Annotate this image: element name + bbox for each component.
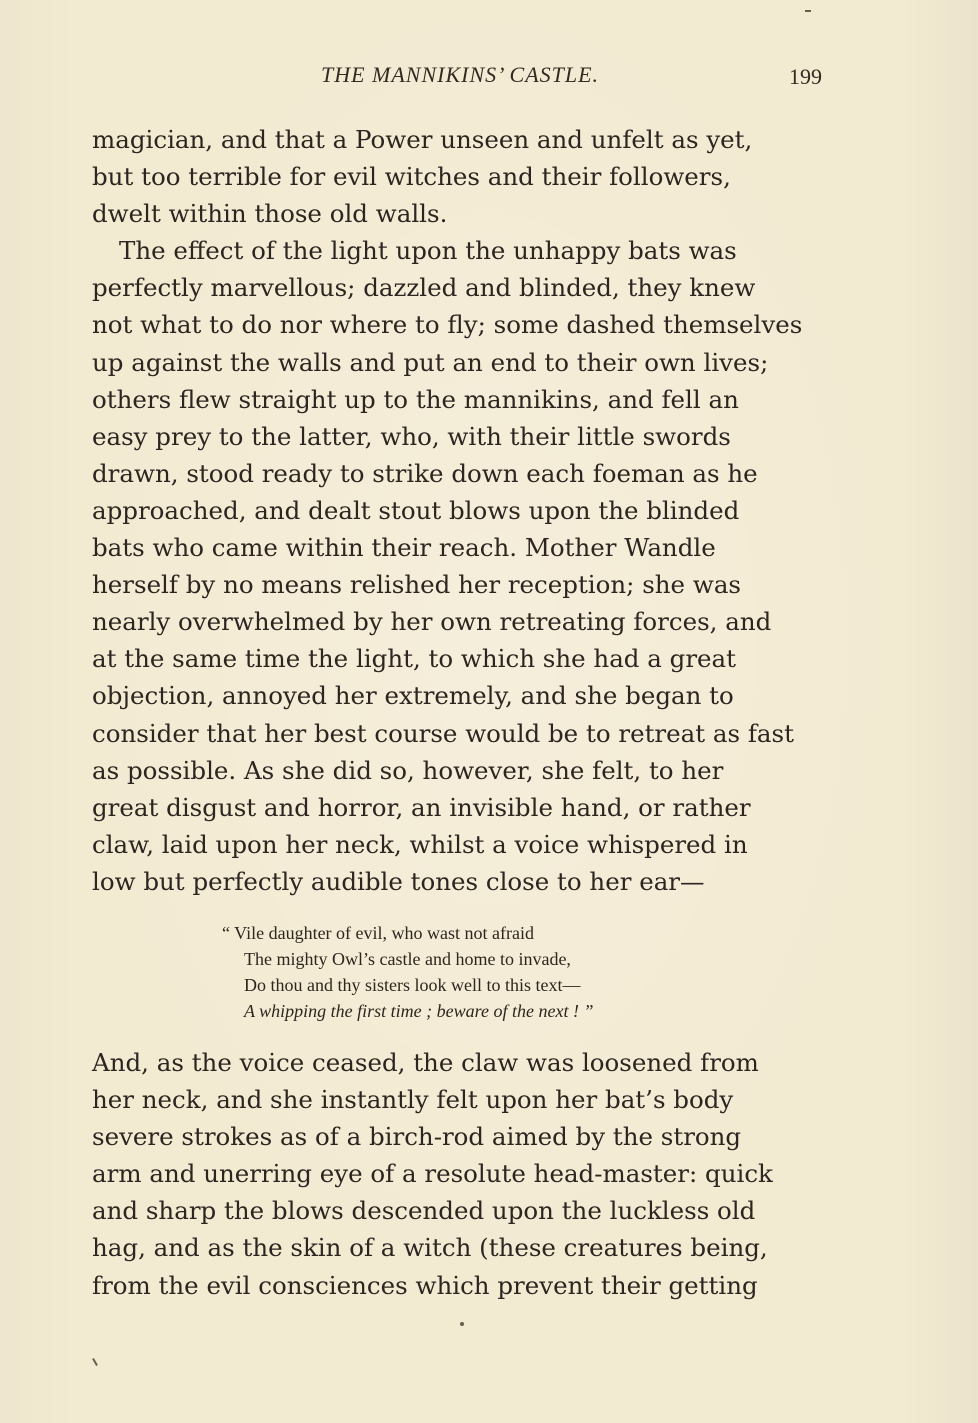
paragraph-line-1: magician, and that a Power unseen and unfelt as yet, bbox=[92, 125, 753, 154]
paragraph-line-13: herself by no means relished her reception; she was bbox=[92, 570, 741, 600]
poem-line-1: “ Vile daughter of evil, who wast not afraid bbox=[222, 923, 534, 943]
paragraph-line-2: but too terrible for evil witches and their followers, bbox=[92, 162, 731, 192]
poem-line-3: Do thou and thy sisters look well to this text— bbox=[244, 975, 581, 995]
paragraph-line-20: claw, laid upon her neck, whilst a voice whispered in bbox=[92, 829, 748, 859]
continuation-text bbox=[92, 1044, 828, 1304]
poem-line-4: A whipping the first time ; beware of the next ! ” bbox=[244, 1001, 594, 1021]
paragraph-line-12: bats who came within their reach. Mother Wandle bbox=[92, 533, 716, 563]
paragraph-line-16: objection, annoyed her extremely, and she began to bbox=[92, 681, 734, 711]
continuation-line-5: and sharp the blows descended upon the luckless old bbox=[92, 1196, 756, 1226]
body-text bbox=[92, 121, 828, 900]
print-mark-dot bbox=[460, 1322, 464, 1326]
running-head: THE MANNIKINS’ CASTLE. bbox=[320, 62, 600, 87]
continuation-line-4: arm and unerring eye of a resolute head-master: quick bbox=[92, 1159, 773, 1189]
print-mark-top bbox=[805, 10, 811, 12]
paragraph-line-10: drawn, stood ready to strike down each foeman as he bbox=[92, 458, 758, 488]
paragraph-line-3: dwelt within those old walls. bbox=[92, 199, 448, 229]
paragraph-line-4: The effect of the light upon the unhappy bats was bbox=[119, 236, 737, 266]
paragraph-line-9: easy prey to the latter, who, with their little swords bbox=[92, 421, 731, 451]
continuation-line-6: hag, and as the skin of a witch (these creatures being, bbox=[92, 1233, 768, 1263]
page-header bbox=[92, 62, 828, 92]
paragraph-line-6: not what to do nor where to fly; some dashed themselves bbox=[92, 310, 803, 340]
paragraph-line-11: approached, and dealt stout blows upon the blinded bbox=[92, 495, 740, 525]
paragraph-line-8: others flew straight up to the mannikins, and fell an bbox=[92, 384, 739, 414]
print-mark-tick bbox=[92, 1358, 98, 1366]
paragraph-line-14: nearly overwhelmed by her own retreating forces, and bbox=[92, 607, 772, 637]
continuation-line-2: her neck, and she instantly felt upon her bat’s body bbox=[92, 1085, 734, 1115]
paragraph-line-18: as possible. As she did so, however, she felt, to her bbox=[92, 755, 724, 785]
paragraph-line-21: low but perfectly audible tones close to her ear— bbox=[92, 866, 705, 896]
continuation-line-1: And, as the voice ceased, the claw was loosened from bbox=[92, 1048, 759, 1077]
paragraph-line-5: perfectly marvellous; dazzled and blinded, they knew bbox=[92, 273, 756, 303]
poem-line-2: The mighty Owl’s castle and home to invade, bbox=[244, 949, 571, 969]
page-number: 199 bbox=[789, 64, 822, 89]
poem-block bbox=[222, 920, 594, 1024]
continuation-line-7: from the evil consciences which prevent their getting bbox=[92, 1270, 758, 1300]
continuation-line-3: severe strokes as of a birch-rod aimed by the strong bbox=[92, 1122, 742, 1152]
paragraph-line-15: at the same time the light, to which she had a great bbox=[92, 644, 737, 674]
paragraph-line-19: great disgust and horror, an invisible hand, or rather bbox=[92, 792, 751, 822]
paragraph-line-17: consider that her best course would be to retreat as fast bbox=[92, 718, 794, 748]
paragraph-line-7: up against the walls and put an end to their own lives; bbox=[92, 347, 769, 377]
